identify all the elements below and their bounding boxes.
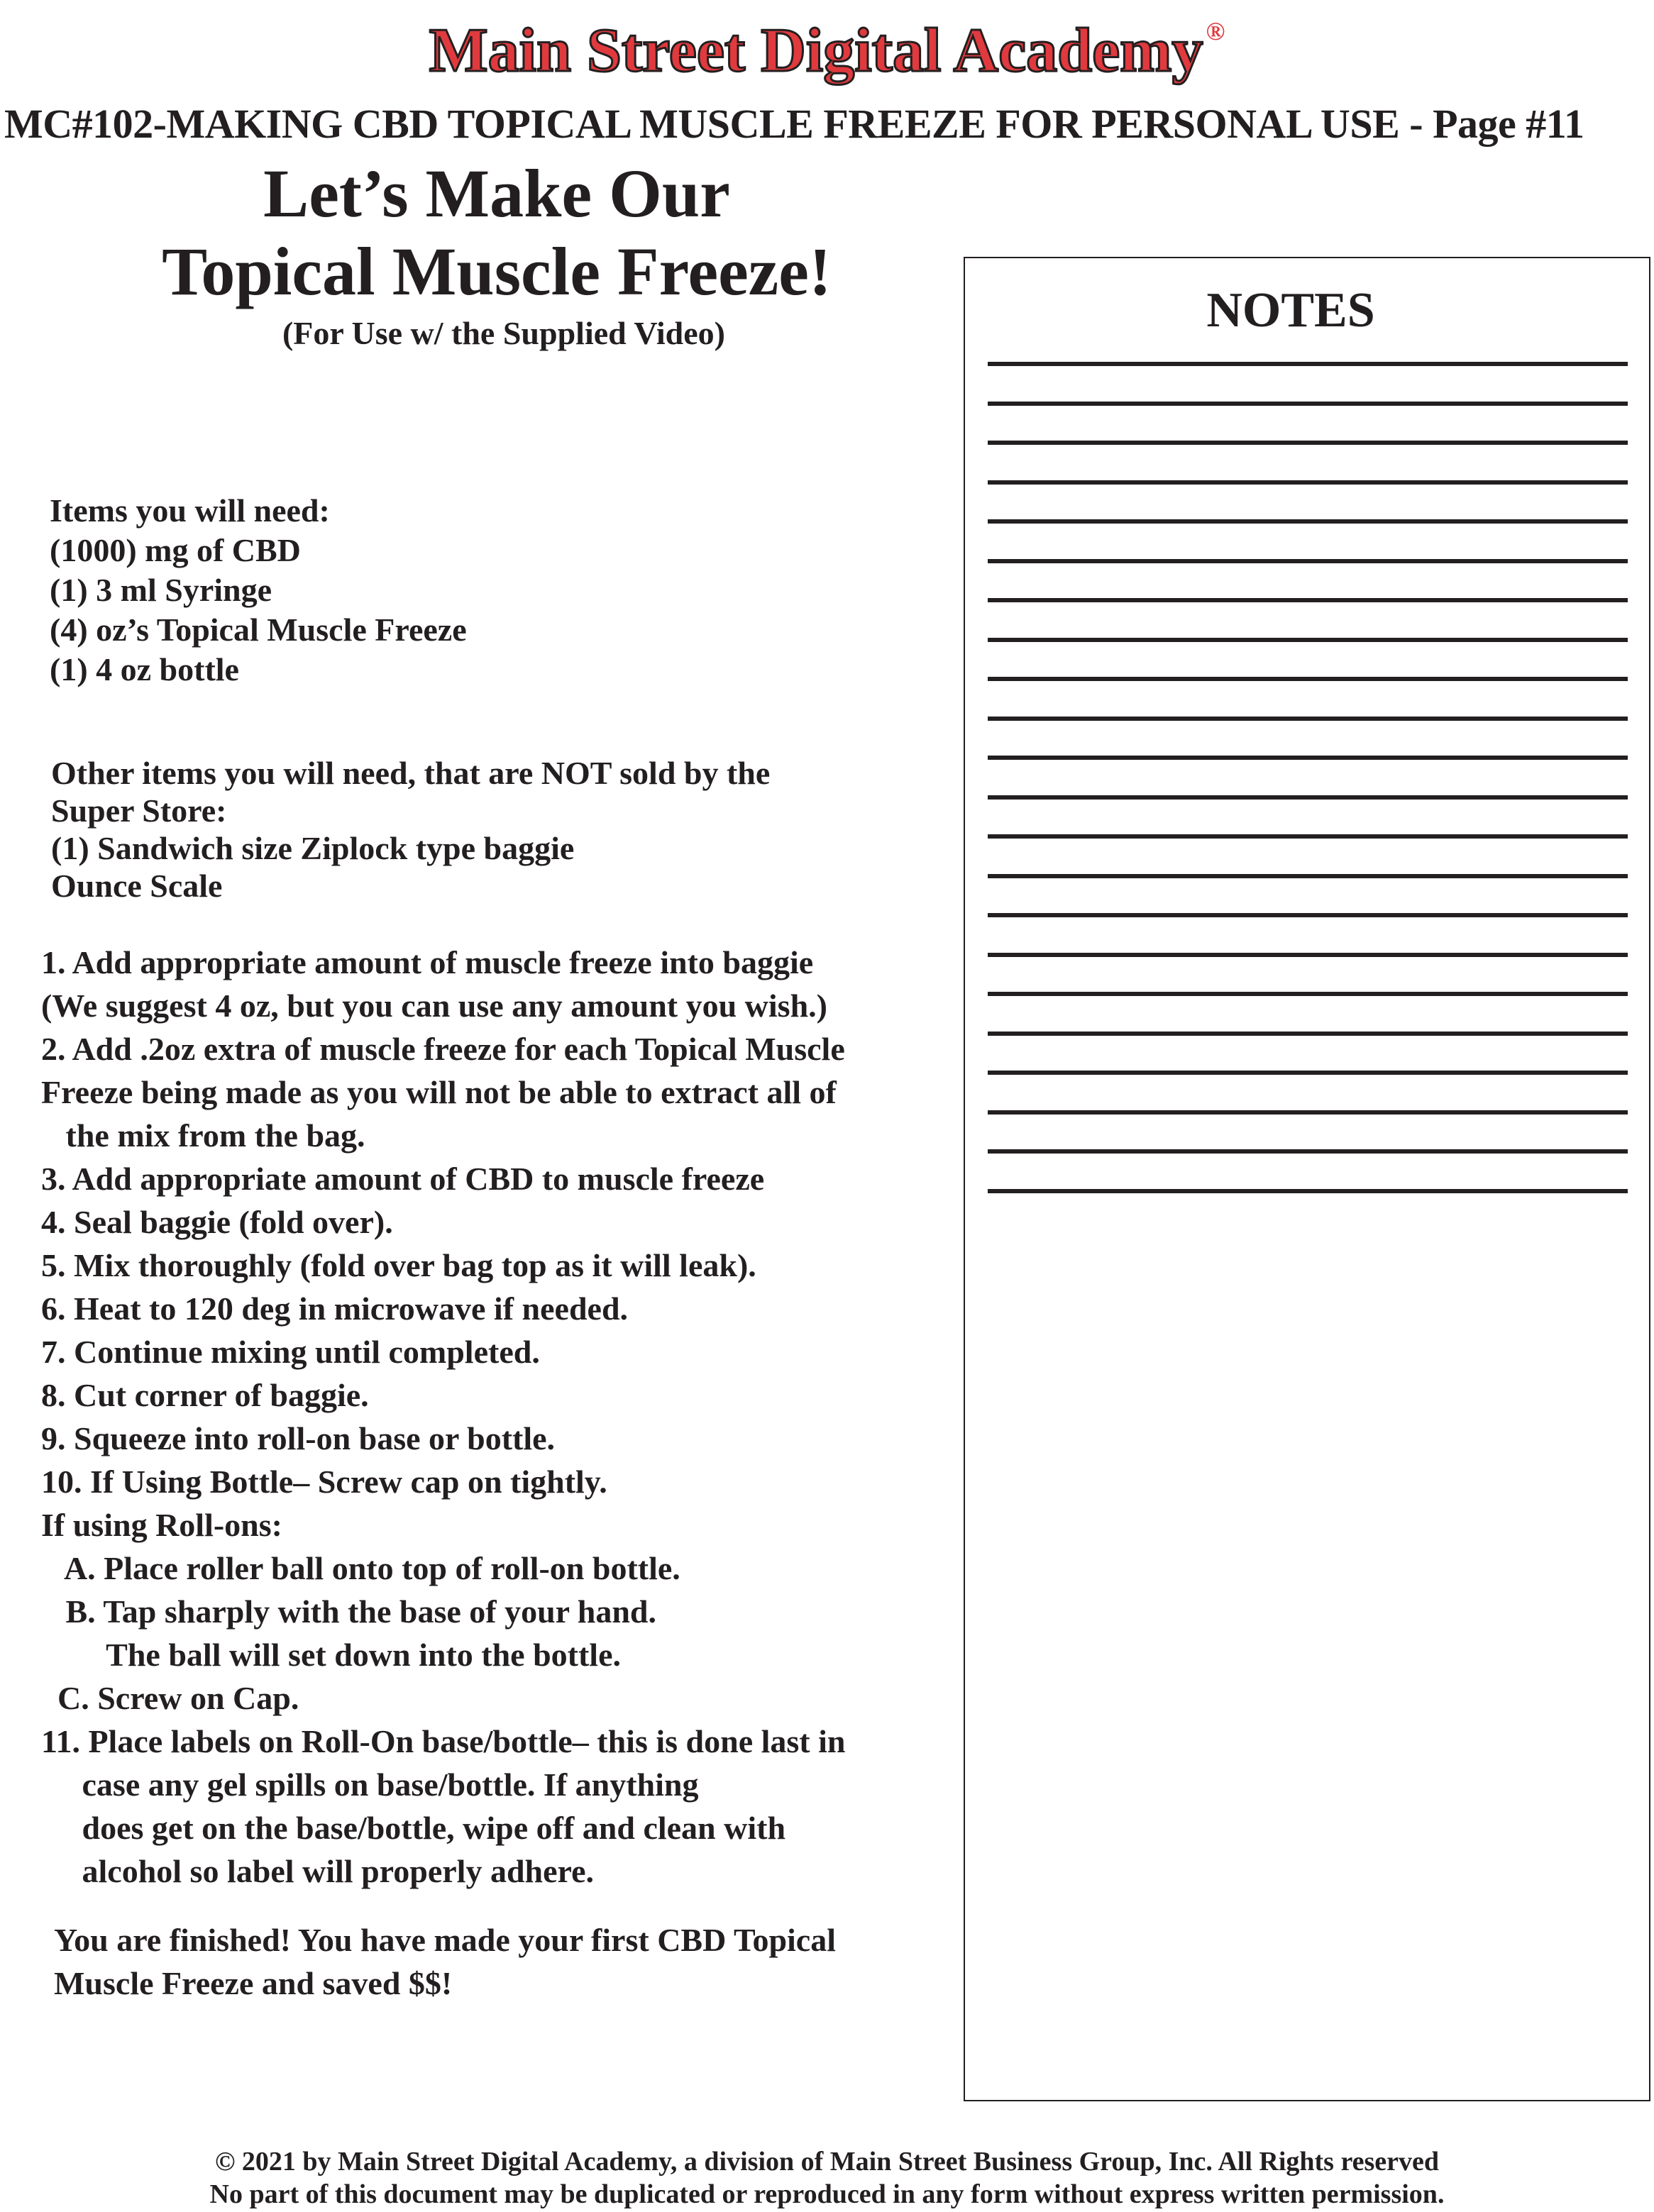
note-line — [988, 1110, 1628, 1115]
note-line — [988, 1032, 1628, 1036]
other-items-heading: Other items you will need, that are NOT sold by the — [51, 755, 771, 791]
footer-copyright: © 2021 by Main Street Digital Academy, a division of Main Street Business Group, Inc. All Rights reserved — [214, 2147, 1440, 2177]
note-line — [988, 992, 1628, 996]
step-line: Freeze being made as you will not be able to extract all of — [41, 1074, 837, 1110]
note-line — [988, 677, 1628, 681]
items-needed-list — [50, 491, 467, 690]
list-item: (4) oz’s Topical Muscle Freeze — [50, 612, 467, 648]
course-title: MC#102-MAKING CBD TOPICAL MUSCLE FREEZE FOR PERSONAL USE - Page #11 — [4, 101, 1584, 147]
list-item: (1000) mg of CBD — [50, 532, 301, 568]
step-line: C. Screw on Cap. — [41, 1680, 299, 1716]
academy-name: Main Street Digital Academy — [429, 16, 1203, 85]
note-line — [988, 1071, 1628, 1075]
notes-box — [964, 257, 1650, 2101]
page-heading-line-2: Topical Muscle Freeze! — [162, 233, 832, 309]
step-line: 5. Mix thoroughly (fold over bag top as it will leak). — [41, 1247, 756, 1283]
step-line: The ball will set down into the bottle. — [41, 1637, 621, 1673]
step-line: 4. Seal baggie (fold over). — [41, 1204, 393, 1240]
note-line — [988, 795, 1628, 800]
items-needed-heading: Items you will need: — [50, 492, 330, 529]
step-line: 1. Add appropriate amount of muscle freeze into baggie — [41, 944, 814, 980]
finish-line: You are finished! You have made your first CBD Topical — [54, 1922, 837, 1958]
instruction-steps — [41, 941, 846, 1893]
note-line — [988, 441, 1628, 445]
note-line — [988, 1189, 1628, 1193]
note-line — [988, 1149, 1628, 1154]
finish-message — [54, 1918, 836, 2005]
note-line — [988, 638, 1628, 642]
note-line — [988, 559, 1628, 563]
note-line — [988, 717, 1628, 721]
step-line: alcohol so label will properly adhere. — [41, 1853, 595, 1889]
list-item: Ounce Scale — [51, 868, 223, 904]
step-line: does get on the base/bottle, wipe off and clean with — [41, 1810, 786, 1846]
note-line — [988, 953, 1628, 957]
note-line — [988, 598, 1628, 602]
step-line: If using Roll-ons: — [41, 1507, 282, 1543]
step-line: (We suggest 4 oz, but you can use any amount you wish.) — [41, 988, 827, 1024]
note-line — [988, 480, 1628, 485]
note-line — [988, 756, 1628, 760]
step-line: 10. If Using Bottle– Screw cap on tightly. — [41, 1464, 607, 1500]
step-line: 11. Place labels on Roll-On base/bottle– this is done last in — [41, 1723, 846, 1759]
page-subtitle: (For Use w/ the Supplied Video) — [282, 315, 726, 351]
note-line — [988, 874, 1628, 878]
list-item: (1) Sandwich size Ziplock type baggie — [51, 830, 575, 866]
academy-title — [0, 0, 1654, 85]
step-line: B. Tap sharply with the base of your hand. — [41, 1593, 657, 1630]
step-line: 9. Squeeze into roll-on base or bottle. — [41, 1420, 556, 1456]
note-line — [988, 834, 1628, 839]
step-line: 3. Add appropriate amount of CBD to muscle freeze — [41, 1161, 765, 1197]
note-line — [988, 519, 1628, 524]
note-line — [988, 913, 1628, 917]
list-item: (1) 4 oz bottle — [50, 651, 239, 687]
step-line: 7. Continue mixing until completed. — [41, 1334, 540, 1370]
step-line: case any gel spills on base/bottle. If anything — [41, 1766, 699, 1803]
list-item: (1) 3 ml Syringe — [50, 572, 272, 608]
step-line: the mix from the bag. — [41, 1117, 365, 1154]
step-line: 8. Cut corner of baggie. — [41, 1377, 369, 1413]
registered-mark: ® — [1206, 17, 1225, 45]
step-line: 2. Add .2oz extra of muscle freeze for each Topical Muscle — [41, 1031, 845, 1067]
other-items-list — [51, 754, 770, 905]
note-line — [988, 402, 1628, 406]
footer-notice: No part of this document may be duplicated or reproduced in any form without express written permission. — [209, 2179, 1445, 2209]
notes-title: NOTES — [1206, 283, 1375, 338]
other-items-heading-cont: Super Store: — [51, 792, 227, 829]
step-line: A. Place roller ball onto top of roll-on bottle. — [41, 1550, 680, 1586]
step-line: 6. Heat to 120 deg in microwave if needed. — [41, 1290, 629, 1327]
finish-line: Muscle Freeze and saved $$! — [54, 1965, 453, 2001]
page-heading-line-1: Let’s Make Our — [263, 155, 730, 231]
note-line — [988, 362, 1628, 366]
